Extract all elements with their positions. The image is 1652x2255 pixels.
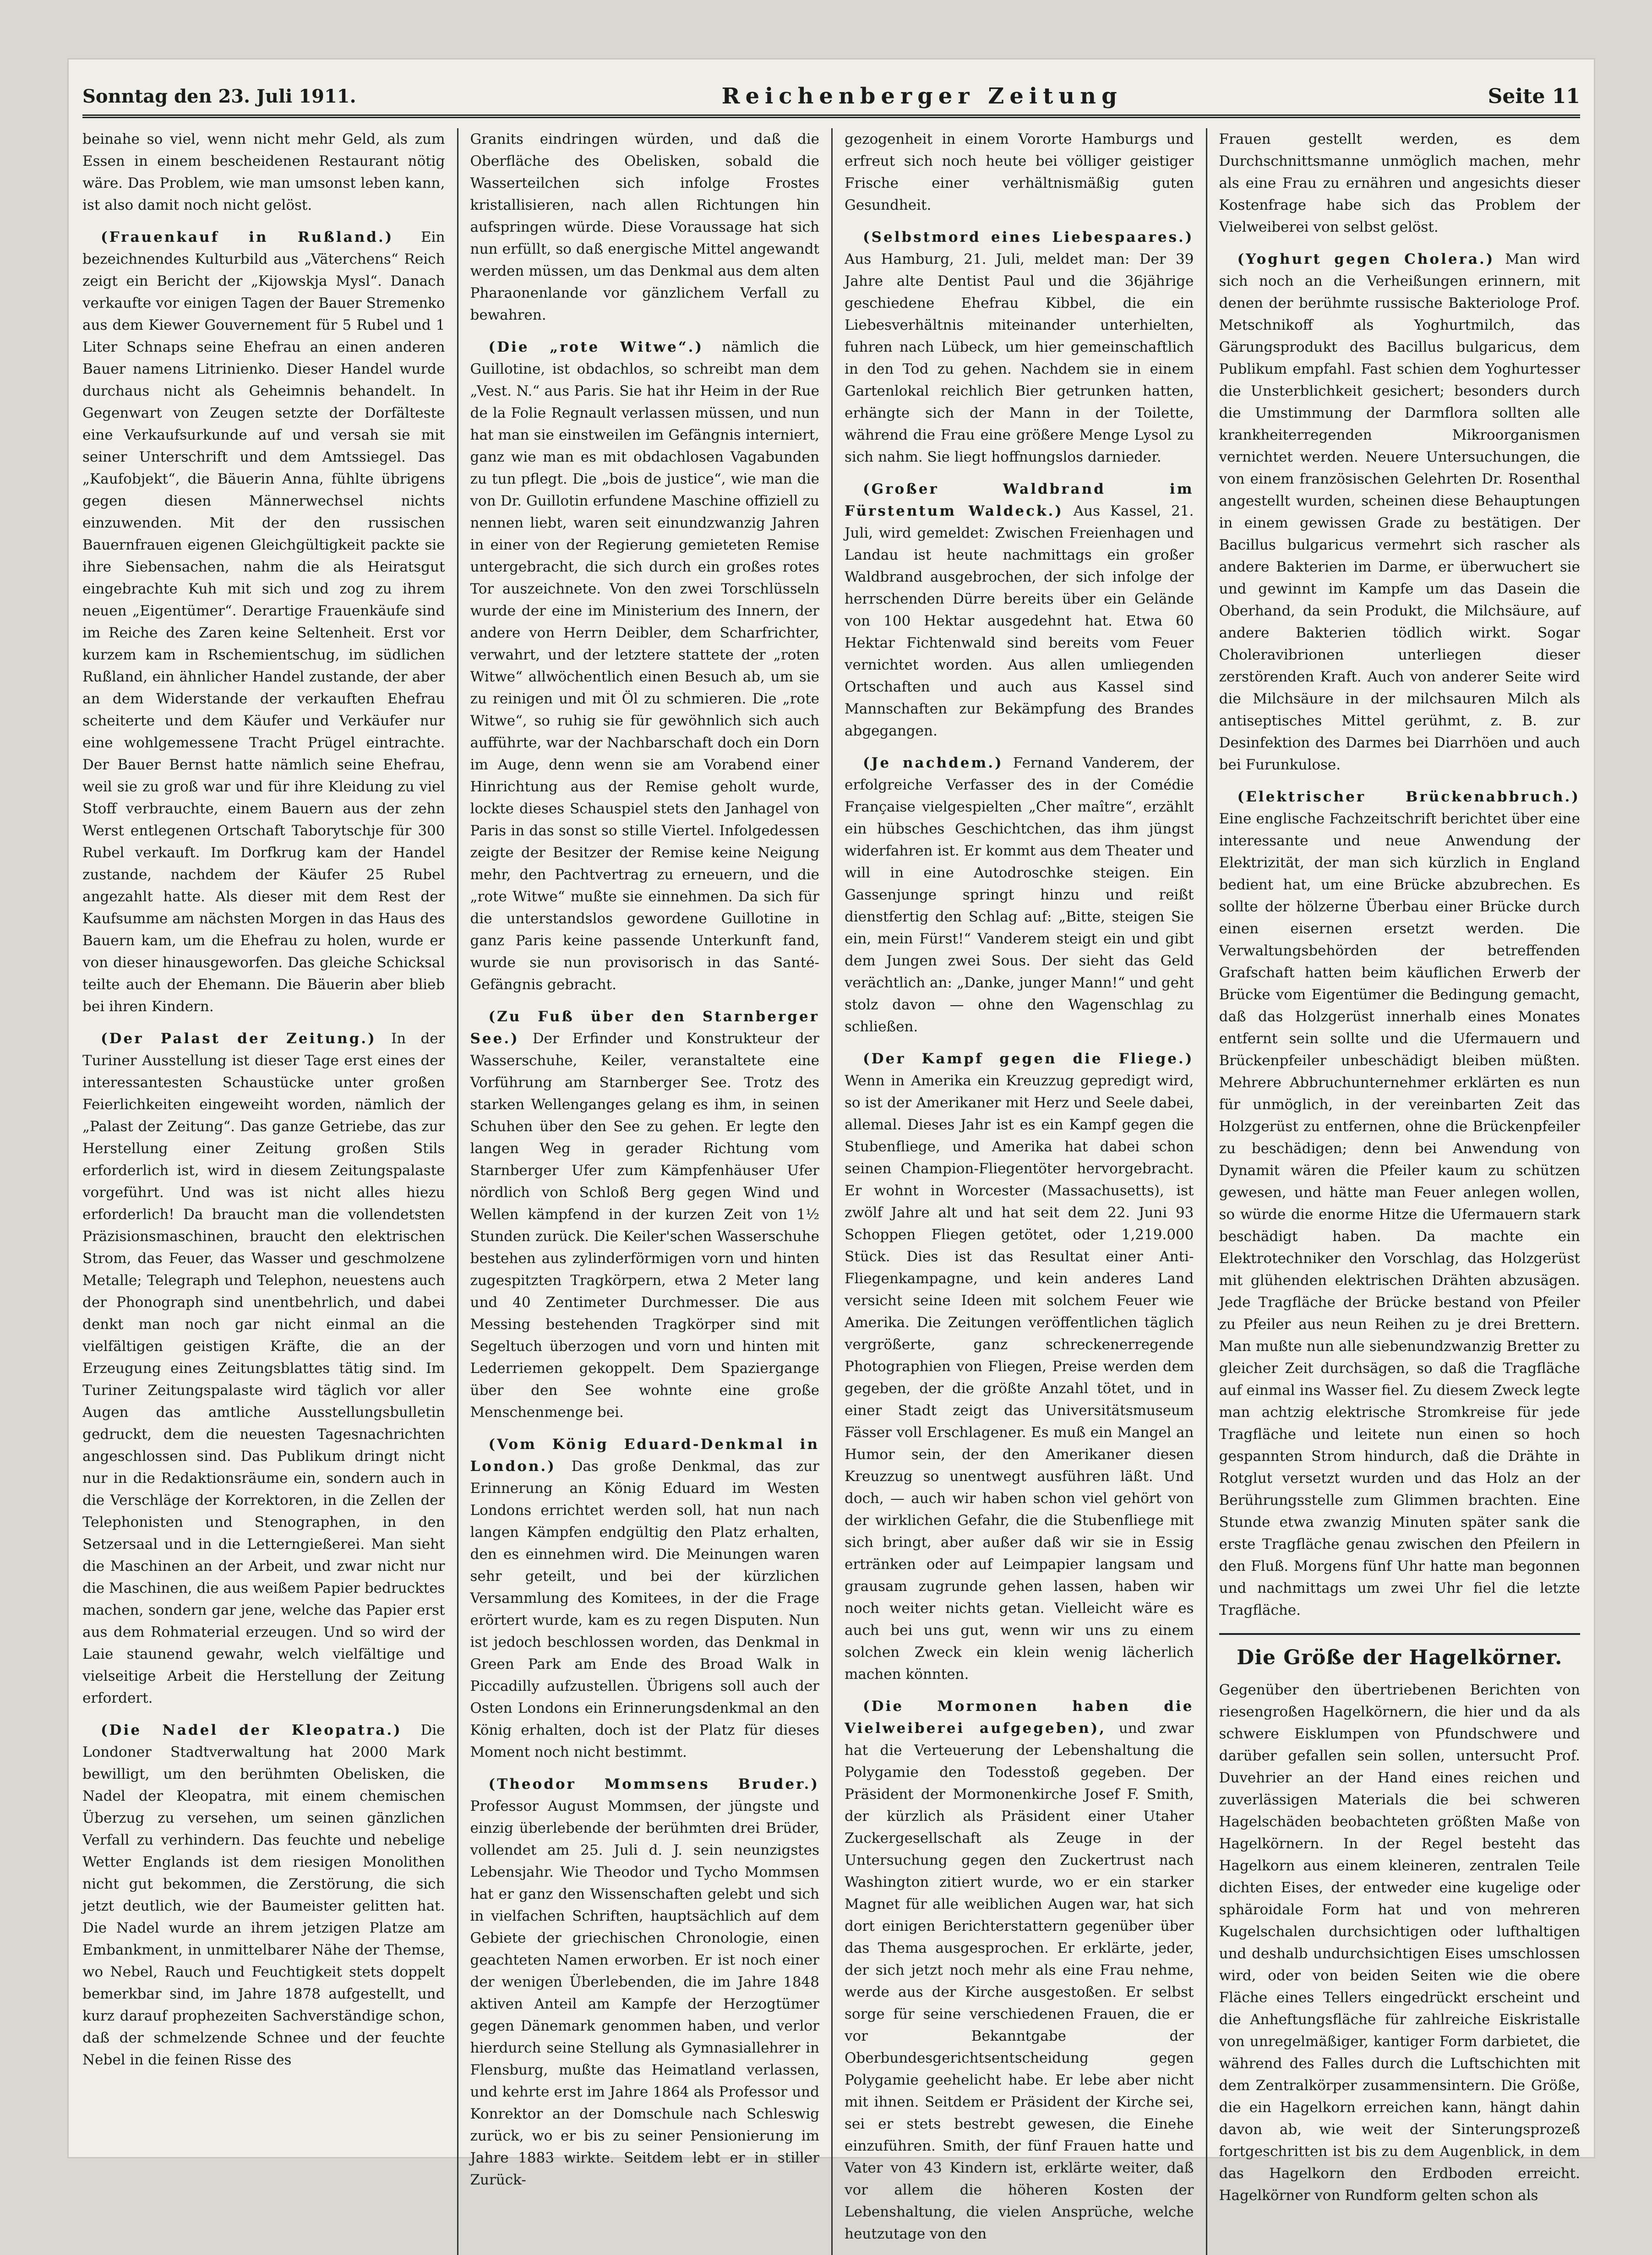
article-body: Eine englische Fachzeitschrift berichtet über eine interessante und neue Anwendung der Elektrizität, der man sich kürzlich in England bedient hat, um eine Brücke abzubrechen. Es sollte der hölzerne Überbau einer Brücke durch einen eisernen ersetzt werden. Die Verwaltungsbehörden der betreffenden Grafschaft hatten beim käuflichen Erwerb der Brücke vom Eigentümer die Bedingung gemacht, daß das Holzgerüst innerhalb eines Monates entfernt sein sollte und die Ufermauern und Brückenpfeiler unbeschädigt bleiben müßten. Mehrere Abbruchunternehmer erklärten es nun für unmöglich, in der vereinbarten Zeit das Holzgerüst zu entfernen, ohne die Brückenpfeiler zu beschädigen; denn bei Anwendung von Dynamit wären die Pfeiler kaum zu schützen gewesen, und hätte man Feuer anlegen wollen, so würde die enorme Hitze die Ufermauern stark beschädigt haben. Da machte ein Elektrotechniker den Vorschlag, das Holzgerüst mit glühenden elektrischen Drähten abzusägen. Jede Tragfläche der Brücke bestand von Pfeiler zu Pfeiler aus neun Reihen zu je drei Brettern. Man mußte nun alle siebenundzwanzig Bretter zu gleicher Zeit durchsägen, so daß die Tragfläche auf einmal ins Wasser fiel. Zu diesem Zweck legte man achtzig elektrische Stromkreise für jede Tragfläche und leitete nun einen so hoch gespannten Strom hindurch, daß die Drähte in Rotglut versetzt wurden und das Holz an der Berührungsstelle zum Glimmen brachten. Eine Stunde etwa zwanzig Minuten später sank die erste Tragfläche genau zwischen den Pfeilern in den Fluß. Morgens fünf Uhr hatte man begonnen und nachmittags um zwei Uhr fiel die letzte Tragfläche. [1219,811,1580,1618]
article-heading: (Frauenkauf in Rußland.) [101,229,394,245]
column-3 [831,128,1206,2255]
article-body: Fernand Vanderem, der erfolgreiche Verfasser des in der Comédie Française vielgespielten „Cher maître“, erzählt ein hübsches Geschichtchen, das ihm jüngst widerfahren ist. Er kommt aus dem Theater und will in eine Autodroschke steigen. Ein Gassenjunge springt hinzu und reißt dienstfertig den Schlag auf: „Bitte, steigen Sie ein, mein Fürst!“ Vanderem steigt ein und gibt dem Jungen zwei Sous. Der sieht das Geld verächtlich an: „Danke, junger Mann!“ und geht stolz davon — ohne den Wagenschlag zu schließen. [845,755,1194,1035]
article-heading: (Der Palast der Zeitung.) [101,1030,376,1047]
article-paragraph [1219,1679,1581,2206]
article-paragraph [470,336,820,996]
article-paragraph [1219,128,1581,238]
article-heading: (Yoghurt gegen Cholera.) [1237,251,1495,267]
article-paragraph [845,128,1194,216]
article-paragraph [1219,786,1581,1621]
article-heading: (Zu Fuß über den Starnberger See.) [470,1008,819,1047]
article-paragraph [470,1773,820,2191]
article-paragraph [82,128,445,216]
column-4 [1206,128,1581,2255]
article-paragraph [845,752,1194,1038]
page-number: Seite 11 [1488,84,1580,108]
article-heading: (Die „rote Witwe“.) [488,339,704,355]
article-body: gezogenheit in einem Vororte Hamburgs und erfreut sich noch heute bei völliger geistiger Frische einer verhältnismäßig guten Gesundheit. [845,131,1194,213]
article-heading: (Die Mormonen haben die Vielweiberei aufgegeben), [845,1698,1194,1737]
article-heading: (Theodor Mommsens Bruder.) [488,1776,819,1792]
article-heading: (Elektrischer Brückenabbruch.) [1237,789,1580,805]
column-2 [457,128,832,2255]
article-heading: (Die Nadel der Kleopatra.) [101,1722,402,1738]
article-paragraph [1219,248,1581,776]
article-paragraph [845,226,1194,468]
article-body: Das große Denkmal, das zur Erinnerung an König Eduard im Westen Londons errichtet werden soll, hat nun nach langen Kämpfen endgültig den Platz erhalten, den es einnehmen wird. Die Meinungen waren sehr geteilt, und bei der kürzlichen Versammlung des Komitees, in der die Frage erörtert wurde, kam es zu regen Disputen. Nun ist jedoch beschlossen worden, das Denkmal in Green Park am Ende des Broad Walk in Piccadilly aufzustellen. Übrigens soll auch der Osten Londons ein Erinnerungsdenkmal an den König erhalten, doch ist der Platz für dieses Moment noch nicht bestimmt. [470,1458,819,1760]
article-body: Aus Kassel, 21. Juli, wird gemeldet: Zwischen Freienhagen und Landau ist heute nachmittags ein großer Waldbrand ausgebrochen, der sich infolge der herrschenden Dürre bereits über ein Gelände von 100 Hektar ausgedehnt hat. Etwa 60 Hektar Fichtenwald sind bereits vom Feuer vernichtet worden. Aus allen umliegenden Ortschaften und auch aus Kassel sind Mannschaften zur Bekämpfung des Brandes abgegangen. [845,503,1194,739]
article-columns [82,128,1581,2242]
article-body: Aus Hamburg, 21. Juli, meldet man: Der 39 Jahre alte Dentist Paul und die 36jährige geschiedene Ehefrau Kibbel, die ein Liebesverhältnis miteinander unterhielten, fuhren nach Lübeck, um hier gemeinschaftlich in den Tod zu gehen. Nachdem sie in einem Gartenlokal reichlich Bier getrunken hatten, erhängte sich der Mann in der Toilette, während die Frau eine größere Menge Lysol zu sich nahm. Sie liegt hoffnungslos darnieder. [845,251,1194,465]
article-body: und zwar hat die Verteuerung der Lebenshaltung die Polygamie den Todesstoß gegeben. Der Präsident der Mormonenkirche Josef F. Smith, der kürzlich als Präsident einer Utaher Zuckergesellschaft als Zeuge in der Untersuchung gegen den Zuckertrust nach Washington zitiert wurde, wo er ein starker Magnet für alle weiblichen Augen war, hat sich dort einigen Berichterstattern gegenüber über das Thema ausgesprochen. Er erklärte, jeder, der sich jetzt noch mehr als eine Frau nehme, werde aus der Kirche ausgestoßen. Er selbst sorge für seine verschiedenen Frauen, die er vor Bekanntgabe der Oberbundesgerichtsentscheidung gegen Polygamie geehelicht habe. Er lebe aber nicht mit ihnen. Seitdem er Präsident der Kirche sei, sei er stets bestrebt gewesen, die Einehe einzuführen. Smith, der fünf Frauen hatte und Vater von 43 Kindern ist, erklärte weiter, daß vor allem die höheren Kosten der Lebenshaltung, die vielen Ansprüche, welche heutzutage von den [845,1720,1194,2242]
article-body: beinahe so viel, wenn nicht mehr Geld, als zum Essen in einem bescheidenen Restaurant nötig wäre. Das Problem, wie man umsonst leben kann, ist also damit noch nicht gelöst. [82,131,445,213]
paper-title: Reichenberger Zeitung [721,83,1123,109]
article-paragraph [470,128,820,326]
article-body: nämlich die Guillotine, ist obdachlos, so schreibt man dem „Vest. N.“ aus Paris. Sie hat ihr Heim in der Rue de la Folie Regnault verlassen müssen, und nun hat man sie einstweilen im Gefängnis interniert, ganz wie man es mit obdachlosen Vagabunden zu tun pflegt. Die „bois de justice“, wie man die von Dr. Guillotin erfundene Maschine offiziell zu nennen liebt, waren seit einundzwanzig Jahren in einer von der Regierung gemieteten Remise untergebracht, die sich durch ein großes rotes Tor auszeichnete. Von den zwei Torschlüsseln wurde der eine im Ministerium des Innern, der andere von Herrn Deibler, dem Scharfrichter, verwahrt, und der letztere stattete der „roten Witwe“ allwöchentlich einen Besuch ab, um sie zu reinigen und mit Öl zu schmieren. Die „rote Witwe“, so ruhig sie für gewöhnlich sich auch aufführte, war der Nachbarschaft doch ein Dorn im Auge, denn wenn sie am Vorabend einer Hinrichtung aus der Remise geholt wurde, lockte dieses Schauspiel stets den Janhagel von Paris in das sonst so stille Viertel. Infolgedessen zeigte der Besitzer der Remise keine Neigung mehr, den Pachtvertrag zu erneuern, und die „rote Witwe“ mußte sie einnehmen. Da sich für die unterstandslos gewordene Guillotine in ganz Paris keine passende Unterkunft fand, wurde sie nun provisorisch in das Santé-Gefängnis gebracht. [470,339,819,993]
article-body: In der Turiner Ausstellung ist dieser Tage erst eines der interessantesten Schaustücke unter großen Feierlichkeiten eingeweiht worden, nämlich der „Palast der Zeitung“. Das ganze Getriebe, das zur Herstellung einer Zeitung großen Stils erforderlich ist, wird in diesem Zeitungspalaste vorgeführt. Und was ist nicht alles hiezu erforderlich! Da braucht man die vollendetsten Präzisionsmaschinen, braucht den elektrischen Strom, das Feuer, das Wasser und geschmolzene Metalle; Telegraph und Telephon, neuestens auch der Phonograph sind unentbehrlich, und dabei denkt man noch gar nicht einmal an die vielfältigen geistigen Kräfte, die an der Erzeugung eines Zeitungsblattes tätig sind. Im Turiner Zeitungspalaste wird täglich vor aller Augen das amtliche Ausstellungsbulletin gedruckt, dem die neuesten Tagesnachrichten angeschlossen sind. Das Publikum dringt nicht nur in die Redaktionsräume ein, sondern auch in die Verschläge der Korrektoren, in die Zellen der Telephonisten und Stenographen, in den Setzersaal und in die Letterngießerei. Man sieht die Maschinen an der Arbeit, und zwar nicht nur die Maschinen, die aus weißem Papier bedrucktes machen, sondern gar jene, welche das Papier erst aus dem Rohmaterial erzeugen. Und so wird der Laie staunend gewahr, welch vielfältige und vielseitige Arbeit die Herstellung der Zeitung erfordert. [82,1030,445,1706]
article-body: Frauen gestellt werden, es dem Durchschnittsmanne unmöglich machen, mehr als eine Frau zu ernähren und angesichts dieser Kostenfrage habe sich das Problem der Vielweiberei von selbst gelöst. [1219,131,1580,235]
article-body: Der Erfinder und Konstrukteur der Wasserschuhe, Keiler, veranstaltete eine Vorführung am Starnberger See. Trotz des starken Wellenganges gelang es ihm, in seinen Schuhen über den See zu gehen. Er legte den langen Weg in gerader Richtung vom Starnberger Ufer zum Kämpfenhäuser Ufer nördlich von Schloß Berg gegen Wind und Wellen kämpfend in der kurzen Zeit von 1½ Stunden zurück. Die Keiler'schen Wasserschuhe bestehen aus zylinderförmigen vorn und hinten zugespitzten Tragkörpern, etwa 2 Meter lang und 40 Zentimeter Durchmesser. Die aus Messing bestehenden Tragkörper sind mit Segeltuch überzogen und vorn und hinten mit Lederriemen gekoppelt. Dem Spaziergange über den See wohnte eine große Menschenmenge bei. [470,1030,819,1421]
article-paragraph [82,1028,445,1709]
article-body: Man wird sich noch an die Verheißungen erinnern, mit denen der berühmte russische Bakteriologe Prof. Metschnikoff als Yoghurtmilch, das Gärungsprodukt des Bacillus bulgaricus, dem Publikum empfahl. Fast schien dem Yoghurtesser die Unsterblichkeit gesichert; besonders durch die Umstimmung der Darmflora sollten alle krankheiterregenden Mikroorganismen vernichtet werden. Neuere Untersuchungen, die von einem französischen Gelehrten Dr. Rosenthal angestellt wurden, scheinen diese Behauptungen in einem gewissen Grade zu bestätigen. Der Bacillus bulgaricus vermehrt sich rascher als andere Bakterien im Darme, er überwuchert sie und gewinnt im Kampfe um das Dasein die Oberhand, da sein Produkt, die Milchsäure, auf andere Bakterien tödlich wirkt. Sogar Choleravibrionen unterliegen dieser zerstörenden Kraft. Auch von anderer Seite wird die Milchsäure in der milchsauren Milch als antiseptisches Mittel gerühmt, z. B. zur Desinfektion des Darmes bei Diarrhöen und auch bei Furunkulose. [1219,251,1581,773]
issue-date: Sonntag den 23. Juli 1911. [82,85,356,107]
article-body: Die Londoner Stadtverwaltung hat 2000 Mark bewilligt, um den berühmten Obelisken, die Nadel der Kleopatra, mit einem chemischen Überzug zu versehen, um seinen gänzlichen Verfall zu verhindern. Das feuchte und nebelige Wetter Englands ist dem riesigen Monolithen nicht gut bekommen, die Zerstörung, die sich jetzt deutlich, wie der Baumeister gelitten hat. Die Nadel wurde an ihrem jetzigen Platze am Embankment, in unmittelbarer Nähe der Themse, wo Nebel, Rauch und Feuchtigkeit stets doppelt bemerkbar sind, im Jahre 1878 aufgestellt, und kurz darauf prophezeiten Sachverständige schon, daß der schmelzende Schnee und der feuchte Nebel in die feinen Risse des [82,1722,445,2068]
article-heading: (Je nachdem.) [863,755,1003,771]
article-paragraph [845,478,1194,742]
newspaper-page [69,60,1594,2242]
article-heading: (Großer Waldbrand im Fürstentum Waldeck.) [845,481,1194,519]
article-body: Granits eindringen würden, und daß die Oberfläche des Obelisken, sobald die Wasserteilchen sich infolge Frostes kristallisieren, nach allen Richtungen hin aufspringen würde. Diese Voraussage hat sich nun erfüllt, so daß energische Mittel angewandt werden müssen, um das Denkmal aus dem alten Pharaonenlande vor gänzlichem Verfall zu bewahren. [470,131,819,323]
article-paragraph [82,226,445,1018]
column-1 [82,128,457,2255]
article-paragraph [82,1719,445,2071]
article-body: Professor August Mommsen, der jüngste und einzig überlebende der berühmten drei Brüder, vollendet am 25. Juli d. J. sein neunzigstes Lebensjahr. Wie Theodor und Tycho Mommsen hat er ganz den Wissenschaften gelebt und sich in vielfachen Schriften, hauptsächlich auf dem Gebiete der griechischen Chronologie, einen geachteten Namen erworben. Er ist noch einer der wenigen Überlebenden, die im Jahre 1848 aktiven Anteil am Kampfe der Herzogtümer gegen Dänemark genommen haben, und verlor hierdurch seine Stellung als Gymnasiallehrer in Flensburg, mußte das Heimatland verlassen, und kehrte erst im Jahre 1864 als Professor und Konrektor an der Domschule nach Schleswig zurück, wo er bis zu seiner Pensionierung im Jahre 1883 wirkte. Seitdem lebt er in stiller Zurück- [470,1798,819,2188]
section-heading: Die Größe der Hagelkörner. [1219,1633,1581,1669]
article-body: Gegenüber den übertriebenen Berichten von riesengroßen Hagelkörnern, die hier und da als schwere Eisklumpen von Pfundschwere und darüber gefallen sein sollen, untersucht Prof. Duvehrier an der Hand eines reichen und zuverlässigen Materials die bei schweren Hagelschäden beobachteten größten Maße von Hagelkörnern. In der Regel besteht das Hagelkorn aus einem kleineren, zentralen Teile dichten Eises, der entweder eine kugelige oder sphäroidale Form hat und von mehreren Kugelschalen durchsichtigen oder lufthaltigen und deshalb undurchsichtigen Eises umschlossen wird, oder von beiden Seiten wie die obere Fläche eines Tellers eingedrückt erscheint und die Anheftungsfläche für zahlreiche Eiskristalle von unregelmäßiger, kantiger Form darbietet, die während des Falles durch die Luftschichten mit dem Zentralkörper zusammensintern. Die Größe, die ein Hagelkorn erreichen kann, hängt dahin davon ab, wie weit der Sinterungsprozeß fortgeschritten ist bis zu dem Augenblick, in dem das Hagelkorn den Erdboden erreicht. Hagelkörner von Rundform gelten schon als [1219,1682,1580,2204]
article-body: Wenn in Amerika ein Kreuzzug gepredigt wird, so ist der Amerikaner mit Herz und Seele dabei, allemal. Dieses Jahr ist es ein Kampf gegen die Stubenfliege, und Amerika hat dabei schon seinen Champion-Fliegentöter hervorgebracht. Er wohnt in Worcester (Massachusetts), ist zwölf Jahre alt und hat seit dem 22. Juni 93 Schoppen Fliegen getötet, oder 1,219.000 Stück. Dies ist das Resultat einer Anti-Fliegenkampagne, und kein anderes Land versicht seine Ideen mit solchem Feuer wie Amerika. Die Zeitungen veröffentlichen täglich vergrößerte, ganz schreckenerregende Photographien von Fliegen, Preise werden dem gegeben, der die größte Anzahl tötet, und in einer Stadt zeigt das Universitätsmuseum Fässer voll Erschlagener. Es muß ein Mangel an Humor sein, der den Amerikaner diesen Kreuzzug so unentwegt ausführen läßt. Und doch, — auch wir haben schon viel gehört von der wirklichen Gefahr, die die Stubenfliege mit sich bringt, aber außer daß wir sie in Essig ertränken oder auf Leimpapier langsam und grausam zugrunde gehen lassen, haben wir noch weiter nichts getan. Vielleicht wäre es auch bei uns gut, wenn wir uns zu einem solchen Zweck ein klein wenig lächerlich machen könnten. [845,1073,1194,1683]
article-paragraph [845,1048,1194,1685]
article-heading: (Der Kampf gegen die Fliege.) [863,1051,1194,1067]
article-body: Ein bezeichnendes Kulturbild aus „Väterchens“ Reich zeigt ein Bericht der „Kijowskja Mysl“. Danach verkaufte vor einigen Tagen der Bauer Stremenko aus dem Kiewer Gouvernement für 5 Rubel und 1 Liter Schnaps seine Ehefrau an einen anderen Bauer namens Litrinienko. Dieser Handel wurde durchaus nicht als Geheimnis behandelt. In Gegenwart von Zeugen setzte der Dorfälteste eine Verkaufsurkunde auf und versah sie mit seiner Unterschrift und dem Amtssiegel. Das „Kaufobjekt“, die Bäuerin Anna, fühlte übrigens gegen diesen Männerwechsel nichts einzuwenden. Mit der den russischen Bauernfrauen eigenen Gleichgültigkeit packte sie ihre Siebensachen, nahm die als Heiratsgut eingebrachte Kuh mit sich und zog zu ihrem neuen „Eigentümer“. Derartige Frauenkäufe sind im Reiche des Zaren keine Seltenheit. Erst vor kurzem kam in Rschemientschug, im südlichen Rußland, ein ähnlicher Handel zustande, der aber an dem Widerstande der verkauften Ehefrau scheiterte und dem Käufer und Verkäufer nur eine wohlgemessene Tracht Prügel eintrachte. Der Bauer Bernst hatte nämlich seine Ehefrau, weil sie zu groß war und für ihre Kleidung zu viel Stoff verbrauchte, einem Bauern aus der zehn Werst entlegenen Ortschaft Taborytschje für 300 Rubel verkauft. Im Dorfkrug kam der Handel zustande, nachdem der Käufer 25 Rubel angezahlt hatte. Als dieser mit dem Rest der Kaufsumme am nächsten Morgen in das Haus des Bauern kam, um die Ehefrau zu holen, wurde er von dieser hinausgeworfen. Das gleiche Schicksal teilte auch der Ehemann. Die Bäuerin aber blieb bei ihren Kindern. [82,229,445,1015]
article-heading: (Vom König Eduard-Denkmal in London.) [470,1436,819,1475]
page-header [82,78,1580,118]
article-paragraph [845,1695,1194,2245]
article-heading: (Selbstmord eines Liebespaares.) [863,229,1194,245]
article-paragraph [470,1433,820,1763]
article-paragraph [470,1006,820,1423]
